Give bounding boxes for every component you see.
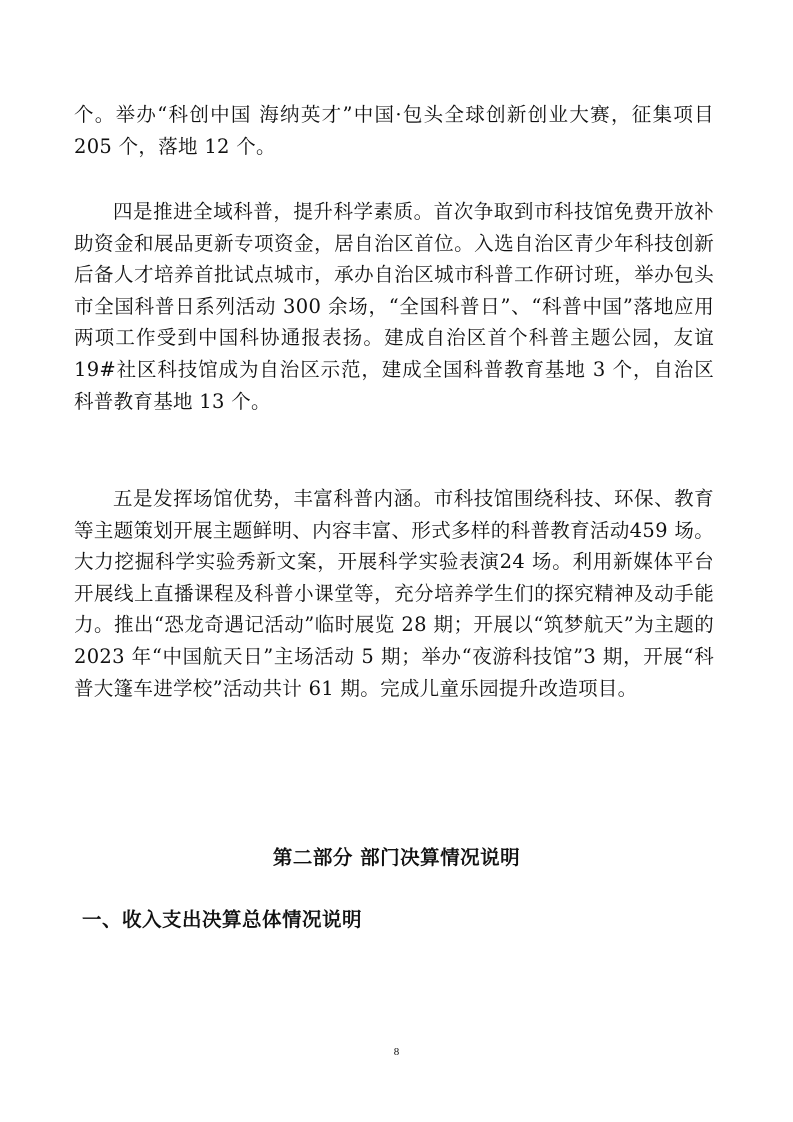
paragraph-continuation: 个。举办“科创中国 海纳英才”中国·包头全球创新创业大赛，征集项目 205 个，落地 12 个。 bbox=[74, 103, 714, 158]
paragraph-science-popularization: 四是推进全域科普，提升科学素质。首次争取到市科技馆免费开放补助资金和展品更新专项资金，居自治区首位。入选自治区青少年科技创新后备人才培养首批试点城市，承办自治区城市科普工作研讨班，举办包头市全国科普日系列活动 300 余场，“全国科普日”、“科普中国”落地应用两项工作受到中国科协通报表扬。建成自治区首个科普主题公园，友谊 19#社区科技馆成为自治区示范，建成全国科普教育基地 3 个，自治区科普教育基地 13 个。 bbox=[74, 200, 714, 413]
paragraph-venue-advantages: 五是发挥场馆优势，丰富科普内涵。市科技馆围绕科技、环保、教育等主题策划开展主题鲜明、内容丰富、形式多样的科普教育活动459 场。大力挖掘科学实验秀新文案，开展科学实验表演24 场。利用新媒体平台开展线上直播课程及科普小课堂等，充分培养学生们的探究精神及动手能力。推出“恐龙奇遇记活动”临时展览 28 期；开展以“筑梦航天”为主题的 2023 年“中国航天日”主场活动 5 期；举办“夜游科技馆”3 期，开展“科普大篷车进学校”活动共计 61 期。完成儿童乐园提升改造项目。 bbox=[74, 487, 714, 700]
part-heading: 第二部分 部门决算情况说明 bbox=[272, 846, 521, 869]
page-number: 8 bbox=[393, 1046, 400, 1058]
section-heading: 一、收入支出决算总体情况说明 bbox=[82, 908, 363, 931]
